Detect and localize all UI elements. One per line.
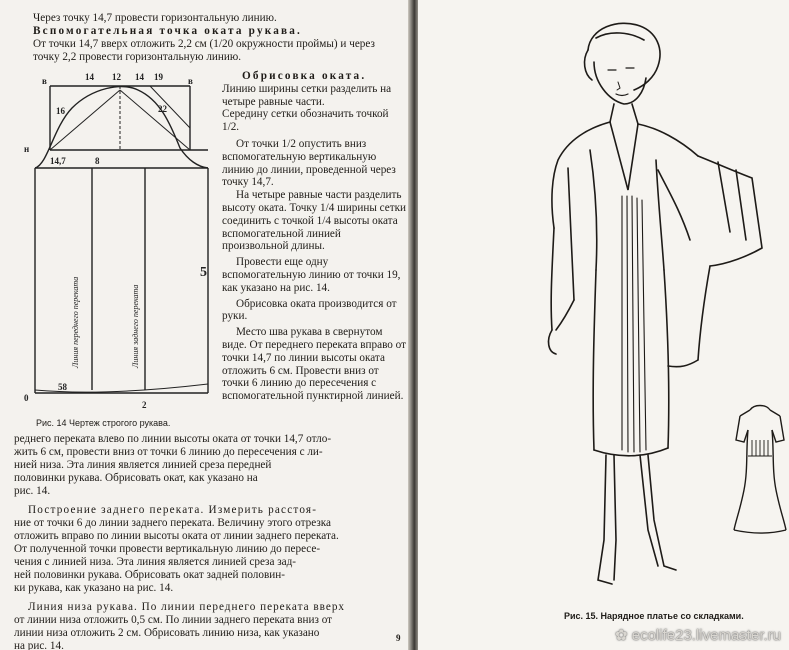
watermark [615,626,781,644]
page-number: 9 [396,633,401,643]
watermark-text: ecolife23.livemaster.ru [631,627,781,644]
paragraph: Провести еще одну вспомогательную линию от точки 19, как указано на рис. 14. [222,256,401,294]
paragraph: Место шва рукава в свернутом виде. От переднего переката вправо от точки 14,7 по линии высоты оката отложить 6 см. Провести вниз от точки 6 линию до пересечения с вспомогательной пунктирной линией. [222,326,406,403]
text-line: Через точку 14,7 провести горизонтальную линию. [33,12,277,24]
label-8: 8 [95,156,100,166]
label-b: в [42,76,47,86]
text-line: От полученной точки провести вертикальную линию до пересе- [14,543,321,555]
text-line: нией низа. Эта линия является линией среза передней [14,459,272,471]
label-14-7: 14,7 [50,156,66,166]
label-5: 5 [200,265,207,280]
label-16: 16 [56,106,65,116]
text-line: от линии низа отложить 0,5 см. По линии заднего переката вниз от [14,614,333,626]
label-n: н [24,144,30,154]
paragraph: Линию ширины сетки разделить на четыре равные части. [222,82,392,108]
section-heading: Вспомогательная точка оката рукава. [33,25,303,37]
label-v: в [188,76,193,86]
text-line: отложить вправо по линии высоты оката от линии заднего переката. [14,530,339,542]
paragraph: Середину сетки обозначить точкой 1/2. [222,108,389,134]
text-line: линии низа отложить 2 см. Обрисовать линию низа, как указано [14,627,320,639]
label-back-roll: Линия заднего переката [131,284,140,368]
paragraph: От точки 1/2 опустить вниз вспомогательную вертикальную линию до линии, проведенной через точку 14,7. [222,137,396,189]
figure-14-caption: Рис. 14 Чертеж строгого рукава. [36,418,171,428]
heading-cap-drawing: Обрисовка оката. [242,70,367,82]
text-line: От точки 14,7 вверх отложить 2,2 см (1/20 окружности проймы) и через точку 2,2 провести горизонтальную линию. [33,38,375,63]
text-line: рис. 14. [14,485,51,497]
label-14b: 14 [135,72,144,82]
label-2: 2 [142,400,147,410]
text-line: на рис. 14. [14,640,64,650]
text-line: жить 6 см, провести вниз от точки 6 линию до пересечения с ли- [14,446,323,458]
text-line: ки рукава, как указано на рис. 14. [14,582,174,594]
right-column-text [222,70,408,403]
label-19: 19 [154,72,163,82]
label-12: 12 [112,72,121,82]
right-page [418,0,789,650]
heading-back-roll: Построение заднего переката. Измерить расстоя- [28,504,318,516]
text-line: ней половинки рукава. Обрисовать окат задней половин- [14,569,285,581]
text-line: ние от точки 6 до линии заднего переката. Величину этого отрезка [14,517,331,529]
paragraph: На четыре равные части разделить высоту оката. Точку 1/4 ширины сетки соединить с точкой 1/4 высоты оката вспомогательной линией произвольной длины. [222,189,407,253]
dress-illustration [418,0,789,600]
bottom-text [14,433,406,650]
figure-15-caption: Рис. 15. Нарядное платье со складками. [564,611,744,621]
label-front-roll: Линия переднего переката [71,276,80,368]
heading-hem: Линия низа рукава. По линии переднего переката вверх [28,601,346,613]
label-14: 14 [85,72,94,82]
flower-icon: ✿ [615,627,632,644]
label-58: 58 [58,382,67,392]
sleeve-draft-figure [20,68,235,413]
text-line: чения с линией низа. Эта линия является линией среза зад- [14,556,297,568]
label-22: 22 [158,104,167,114]
text-line: реднего переката влево по линии высоты оката от точки 14,7 отло- [14,433,332,445]
label-0: 0 [24,393,29,403]
text-line: половинки рукава. Обрисовать окат, как указано на [14,472,258,484]
paragraph: Обрисовка оката производится от руки. [222,297,397,323]
